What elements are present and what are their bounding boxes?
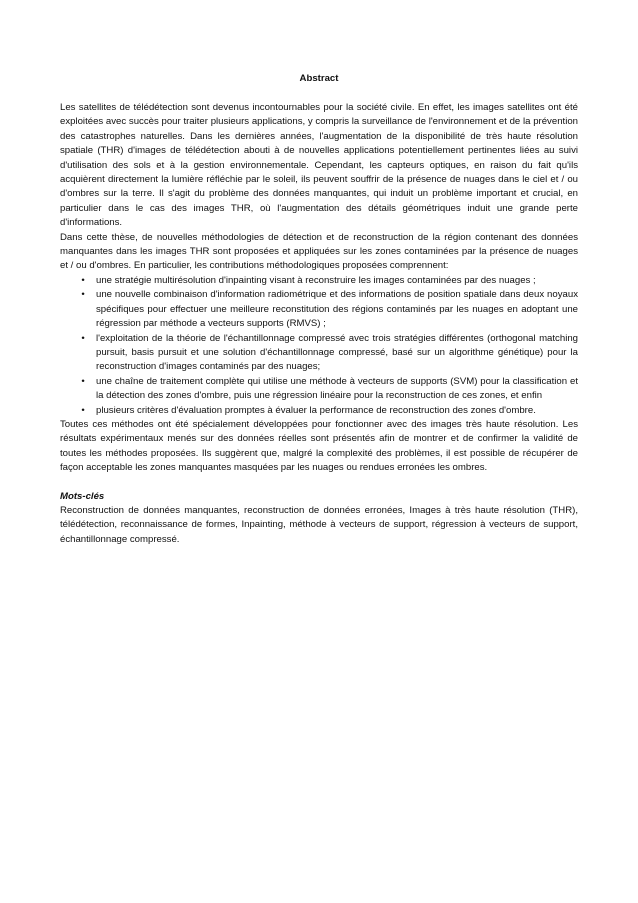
bullet-icon: • [81, 289, 85, 301]
list-item [81, 274, 578, 288]
list-item-text: plusieurs critères d'évaluation promptes à évaluer la performance de reconstruction des zones d'ombre. [96, 404, 536, 416]
thesis-paragraph: Dans cette thèse, de nouvelles méthodologies de détection et de reconstruction de la région contenant des données manquantes dans les images THR sont proposées et appliquées sur les zones contaminées par la présence de nuages et / ou d'ombres. En particulier, les contributions méthodologiques proposées comprennent: [60, 231, 578, 272]
intro-paragraph: Les satellites de télédétection sont devenus incontournables pour la société civile. En effet, les images satellites ont été exploitées avec succès pour traiter plusieurs applications, y compris la surveillance de l'environnement et de la prévention des catastrophes naturelles. Dans les dernières années, l'augmentation de la disponibilité de très haute résolution spatiale (THR) d'images de télédétection abouti à de nouvelles applications potentiellement pertinentes liées au suivi d'utilisation des sols et à la gestion environnementale. Cependant, les capteurs optiques, en raison du fait qu'ils acquièrent directement la lumière réfléchie par le soleil, ils peuvent souffrir de la présence de nuages dans le ciel et / ou d'ombres sur la terre. Il s'agit du problème des données manquantes, qui induit un problème important et crucial, en particulier dans le cas des images THR, où l'augmentation des détails géométriques induit une grande perte d'informations. [60, 102, 578, 229]
list-item-text: une chaîne de traitement complète qui utilise une méthode à vecteurs de supports (SVM) pour la classification et la détection des zones d'ombre, puis une régression linéaire pour la reconstruction de ces zones, et enfin [96, 375, 578, 402]
bullet-icon: • [81, 332, 85, 344]
closing-paragraph: Toutes ces méthodes ont été spécialement développées pour fonctionner avec des images très haute résolution. Les résultats expérimentaux menés sur des données réelles sont présentés afin de montrer et de confirmer la validité de toutes les méthodes proposées. Ils suggèrent que, malgré la complexité des problèmes, il est possible de récupérer de façon acceptable les zones manquantes masquées par les nuages ou rendues erronées les ombres. [60, 418, 578, 474]
bullet-icon: • [81, 375, 85, 387]
keywords-title: Mots-clés [60, 490, 105, 502]
list-item-text: une stratégie multirésolution d'inpainting visant à reconstruire les images contaminées par des nuages ; [96, 274, 536, 286]
contributions-list [60, 274, 578, 418]
abstract-title: Abstract [299, 73, 339, 84]
bullet-icon: • [81, 404, 85, 416]
list-item [81, 375, 578, 404]
keywords-text: Reconstruction de données manquantes, reconstruction de données erronées, Images à très haute résolution (THR), télédétection, reconnaissance de formes, Inpainting, méthode à vecteurs de support, régression à vecteurs de support, échantillonnage compressé. [60, 504, 578, 545]
list-item-text: l'exploitation de la théorie de l'échantillonnage compressé avec trois stratégies différentes (orthogonal matching pursuit, basis pursuit et une solution d'échantillonnage compressé, basé sur un algorithme génétique) pour la reconstruction d'images contaminés par des nuages; [96, 332, 578, 373]
list-item [81, 288, 578, 331]
list-item [81, 404, 578, 418]
list-item-text: une nouvelle combinaison d'information radiométrique et des informations de position spatiale dans deux noyaux spécifiques pour effectuer une meilleure reconstitution des régions contaminés par les nuages en adoptant une régression par méthode a vecteurs supports (RMVS) ; [96, 289, 578, 330]
list-item [81, 332, 578, 375]
bullet-icon: • [81, 274, 85, 286]
